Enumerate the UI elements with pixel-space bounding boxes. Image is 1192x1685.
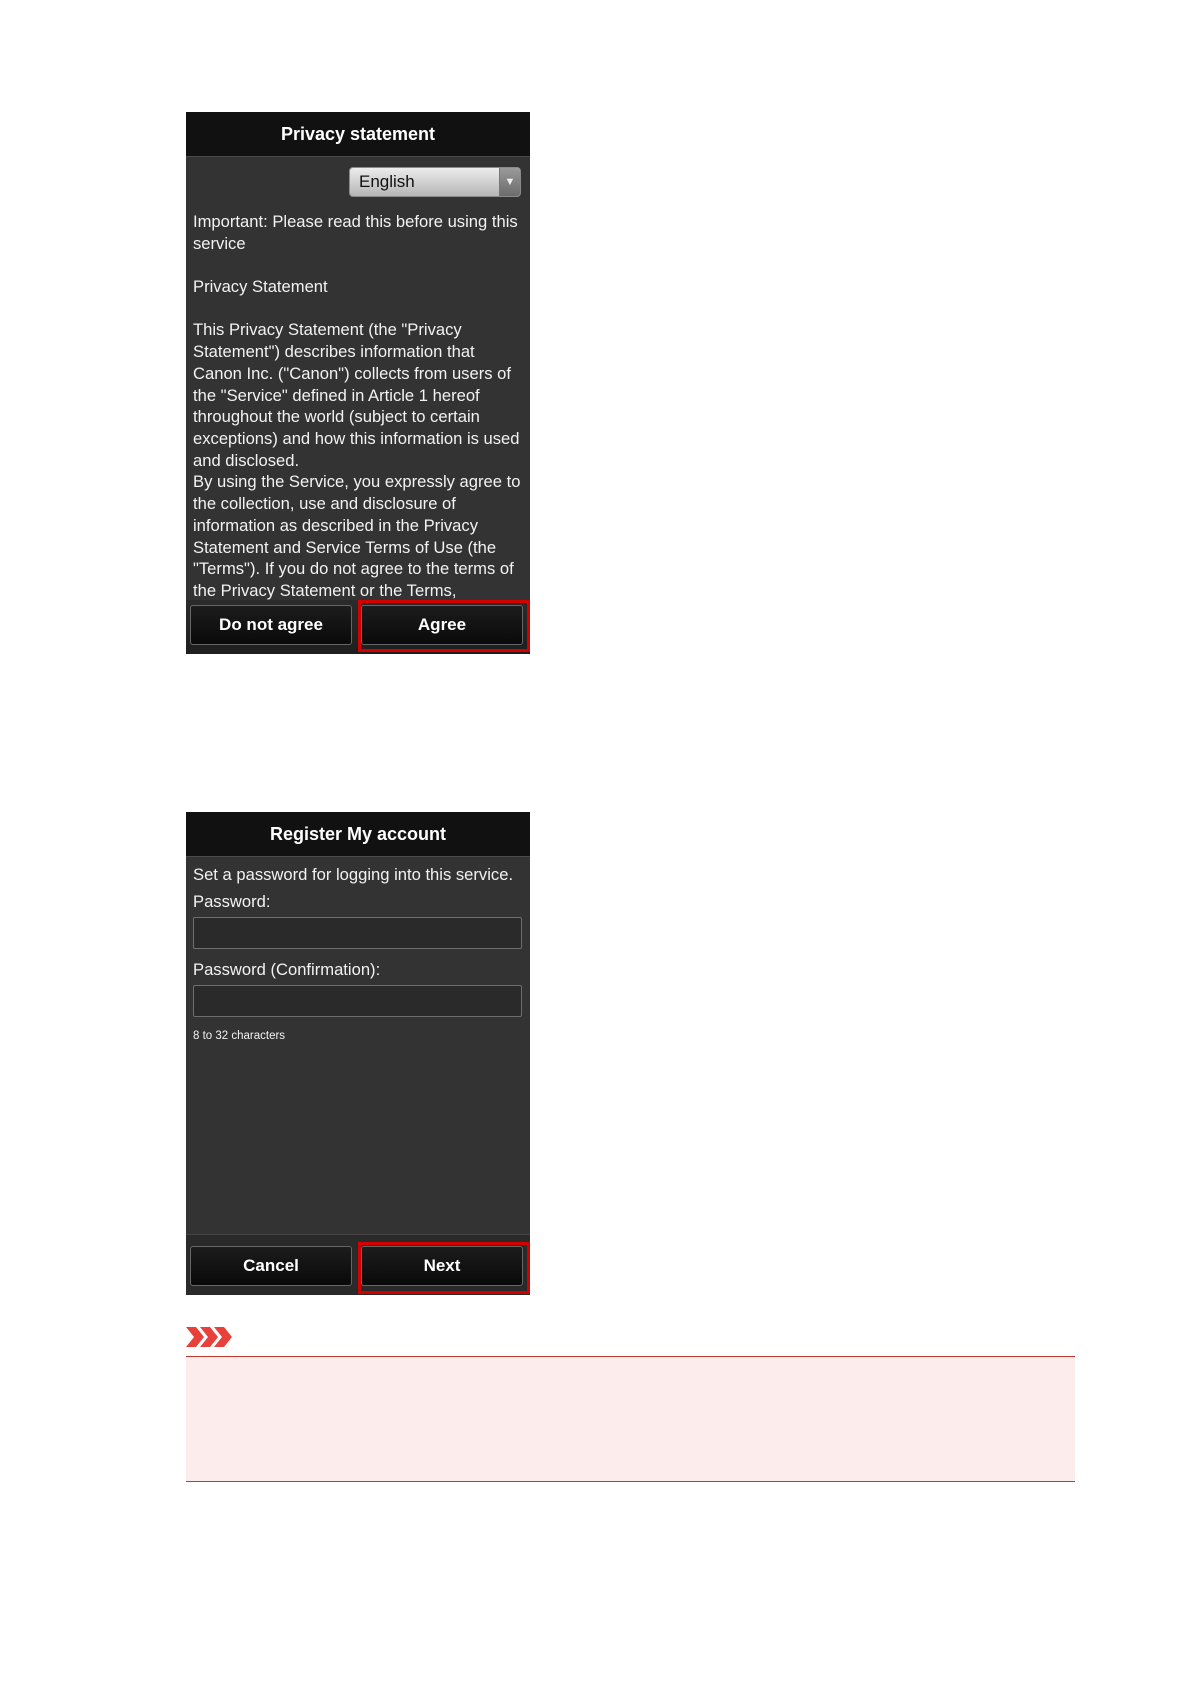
caution-box: [186, 1356, 1075, 1482]
paragraph-spacer: [193, 298, 522, 320]
language-select[interactable]: [349, 167, 521, 197]
password-confirmation-field[interactable]: [193, 985, 522, 1017]
paragraph-spacer: [193, 254, 522, 276]
screen-title: Privacy statement: [186, 112, 530, 157]
caution-chevrons-icon: [186, 1327, 234, 1347]
button-bar: [186, 1234, 530, 1295]
instruction-text: Set a password for logging into this service.: [193, 865, 514, 884]
screen-title: Register My account: [186, 812, 530, 857]
privacy-text-area[interactable]: [193, 211, 522, 654]
password-field[interactable]: [193, 917, 522, 949]
dropdown-arrow-icon: ▼: [499, 168, 520, 196]
password-length-hint: 8 to 32 characters: [193, 1030, 286, 1042]
cancel-button[interactable]: Cancel: [190, 1246, 352, 1286]
password-form: [193, 862, 522, 1042]
register-account-screen: [186, 812, 530, 1295]
agree-button[interactable]: Agree: [361, 605, 523, 645]
language-selected-value: English: [359, 172, 415, 191]
privacy-paragraph: This Privacy Statement (the "Privacy Statement") describes information that Canon Inc. ("Canon") collects from users of the "Service" defined in Article 1 hereof throughout the world (subject to certain exceptions) and how this information is used and disclosed.: [193, 320, 520, 470]
privacy-statement-screen: [186, 112, 530, 654]
password-confirmation-label: Password (Confirmation):: [193, 960, 381, 979]
do-not-agree-button[interactable]: Do not agree: [190, 605, 352, 645]
next-button[interactable]: Next: [361, 1246, 523, 1286]
password-label: Password:: [193, 892, 271, 911]
privacy-paragraph: By using the Service, you expressly agree to the collection, use and disclosure of information as described in the Privacy Statement and Service Terms of Use (the "Terms"). If you do not agree to the terms of the Privacy Statement or the Terms,: [193, 472, 521, 600]
button-bar: [186, 600, 530, 654]
privacy-paragraph: Important: Please read this before using this service: [193, 212, 518, 253]
privacy-paragraph: Privacy Statement: [193, 277, 328, 297]
language-row: [186, 157, 530, 205]
